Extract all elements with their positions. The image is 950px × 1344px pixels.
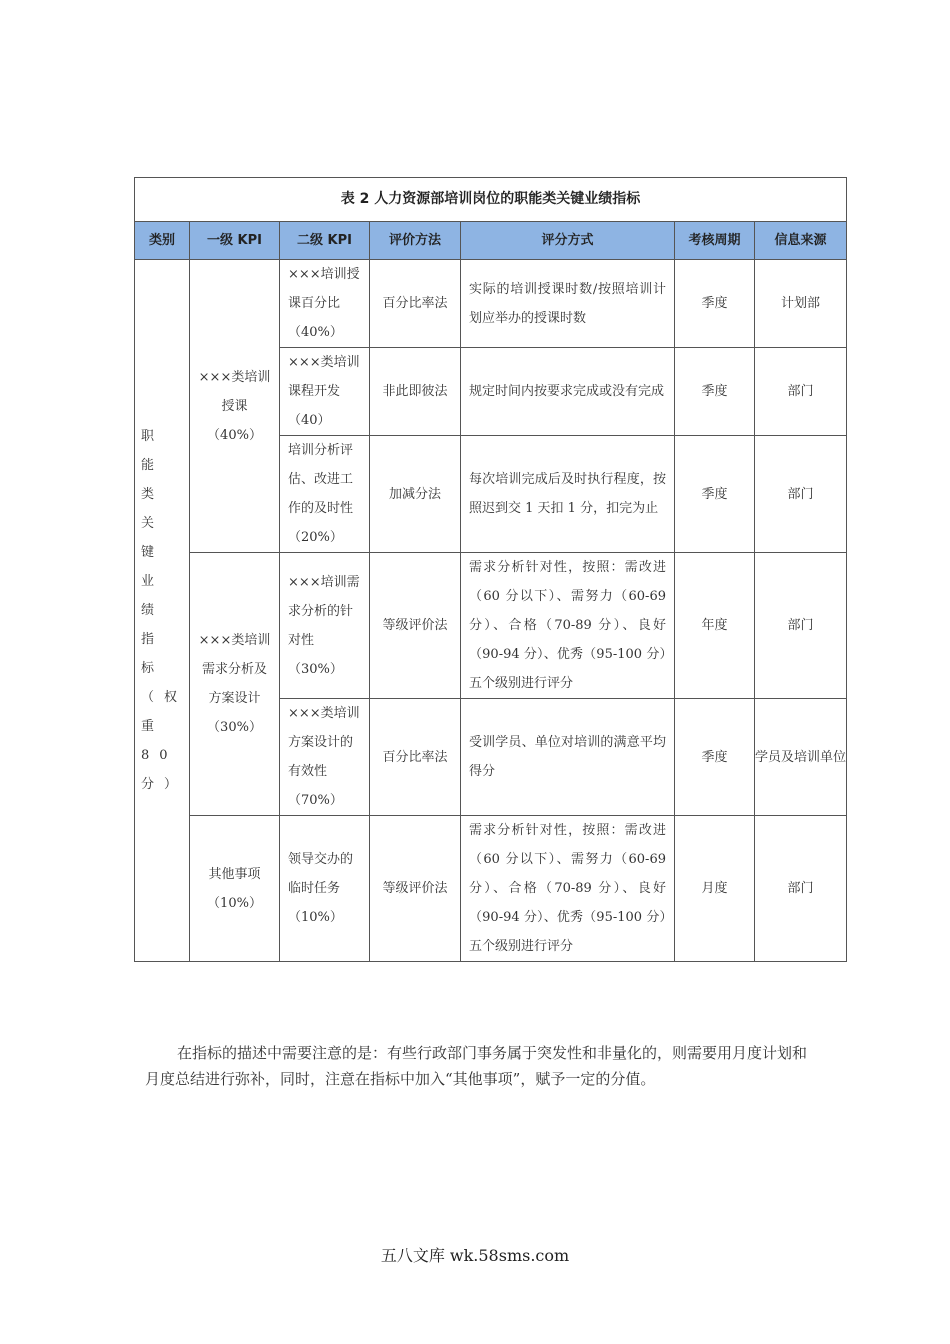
source-cell: 部门 xyxy=(755,348,847,436)
table-row xyxy=(135,553,847,699)
scoring-cell: 规定时间内按要求完成或没有完成 xyxy=(461,348,675,436)
scoring-cell: 需求分析针对性，按照：需改进（60 分以下）、需努力（60-69 分）、合格（70-89 分）、良好（90-94 分）、优秀（95-100 分）五个级别进行评分 xyxy=(461,816,675,962)
table-caption: 表 2 人力资源部培训岗位的职能类关键业绩指标 xyxy=(135,178,847,222)
method-cell: 非此即彼法 xyxy=(370,348,461,436)
header-period: 考核周期 xyxy=(675,222,755,260)
header-source: 信息来源 xyxy=(755,222,847,260)
level1-kpi-cell: ×××类培训需求分析及方案设计（30%） xyxy=(190,553,280,816)
header-level1-kpi: 一级 KPI xyxy=(190,222,280,260)
body-paragraph: 在指标的描述中需要注意的是：有些行政部门事务属于突发性和非量化的，则需要用月度计划和月度总结进行弥补，同时，注意在指标中加入“其他事项”，赋予一定的分值。 xyxy=(145,1044,808,1088)
period-cell: 季度 xyxy=(675,260,755,348)
level1-kpi-cell: 其他事项（10%） xyxy=(190,816,280,962)
footer-watermark: 五八文库 wk.58sms.com xyxy=(380,1246,570,1265)
header-scoring: 评分方式 xyxy=(461,222,675,260)
header-level2-kpi: 二级 KPI xyxy=(280,222,370,260)
table-row xyxy=(135,816,847,962)
scoring-cell: 受训学员、单位对培训的满意平均得分 xyxy=(461,699,675,816)
scoring-cell: 每次培训完成后及时执行程度，按照迟到交 1 天扣 1 分，扣完为止 xyxy=(461,436,675,553)
level2-kpi-cell: ×××培训需求分析的针对性（30%） xyxy=(280,553,370,699)
method-cell: 等级评价法 xyxy=(370,816,461,962)
source-cell: 部门 xyxy=(755,436,847,553)
category-cell: 职能类关键业绩指标（权重 80 分） xyxy=(135,260,190,962)
method-cell: 加减分法 xyxy=(370,436,461,553)
period-cell: 季度 xyxy=(675,348,755,436)
level2-kpi-cell: ×××培训授课百分比（40%） xyxy=(280,260,370,348)
period-cell: 月度 xyxy=(675,816,755,962)
source-cell: 计划部 xyxy=(755,260,847,348)
level2-kpi-cell: ×××类培训课程开发（40） xyxy=(280,348,370,436)
source-cell: 学员及培训单位 xyxy=(755,699,847,816)
period-cell: 季度 xyxy=(675,699,755,816)
table-row xyxy=(135,260,847,348)
period-cell: 季度 xyxy=(675,436,755,553)
level2-kpi-cell: 领导交办的临时任务（10%） xyxy=(280,816,370,962)
header-category: 类别 xyxy=(135,222,190,260)
source-cell: 部门 xyxy=(755,816,847,962)
table-header-row xyxy=(135,222,847,260)
scoring-cell: 实际的培训授课时数/按照培训计划应举办的授课时数 xyxy=(461,260,675,348)
method-cell: 百分比率法 xyxy=(370,260,461,348)
method-cell: 百分比率法 xyxy=(370,699,461,816)
kpi-table xyxy=(134,177,847,962)
header-method: 评价方法 xyxy=(370,222,461,260)
level2-kpi-cell: ×××类培训方案设计的有效性（70%） xyxy=(280,699,370,816)
source-cell: 部门 xyxy=(755,553,847,699)
level1-kpi-cell: ×××类培训授课（40%） xyxy=(190,260,280,553)
period-cell: 年度 xyxy=(675,553,755,699)
level2-kpi-cell: 培训分析评估、改进工作的及时性（20%） xyxy=(280,436,370,553)
scoring-cell: 需求分析针对性，按照：需改进（60 分以下）、需努力（60-69 分）、合格（70-89 分）、良好（90-94 分）、优秀（95-100 分）五个级别进行评分 xyxy=(461,553,675,699)
method-cell: 等级评价法 xyxy=(370,553,461,699)
